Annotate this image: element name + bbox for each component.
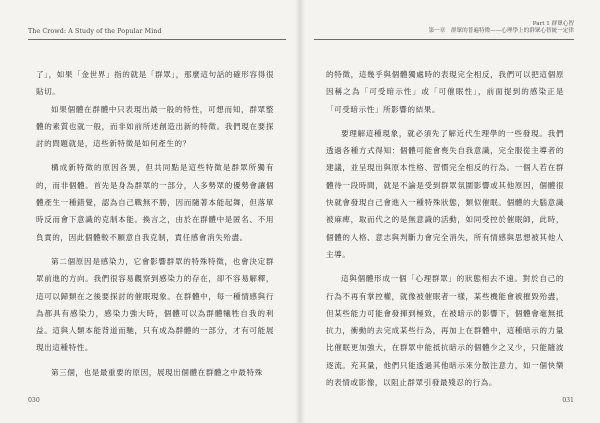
header-chapter-label: 第一章 群眾的普遍特徵——心理學上的群眾心智統一定律 [428,28,574,34]
paragraph: 如果個體在群體中只表現出最一般的特性，可想而知，群眾整體的素質也就一般，而非如前所述創造出新的特徵。我們現在要探討的問題就是，這些新特徵是如何產生的？ [36,104,274,149]
header-part-label: Part 1 群眾心智 [532,21,574,27]
paragraph: 第二個原因是感染力，它會影響群眾的特殊特徵，也會決定群眾前進的方向。我們很容易觀察到感染力的存在，卻不容易解釋，這可以歸類在之後要探討的催眠現象。在群體中，每一種情感與行為都具有感染力，感染力強大時，個體可以為群體犧牲自我的利益。這與人類本能背道而馳，只有成為群體的一部分，才有可能展現出這種特性。 [36,256,274,353]
paragraph: 第三個，也是最重要的原因，展現出個體在群體之中最特殊 [51,367,263,377]
paragraph: 這與個體形成一個「心理群眾」的狀態相去不遠。對於自己的行為不再有掌控權，就像被催眠者一樣，某些機能會被摧毀殆盡，但某些能力可能會發揮到極致，在被暗示的影響下，個體會毫無抵抗力，衝動的去完成某些行為，再加上在群體中，這種暗示的力量比催眠更加強大，在群眾中能抵抗暗示的個體少之又少，只能隨波逐流。充其量，他們只能透過其他暗示來分散注意力，如一個快樂的表情或影像，以阻止群眾引發最殘忍的行為。 [326,274,564,388]
header-rule-right [314,39,574,40]
paragraph: 構成新特徵的原因各異，但共同點是這些特徵是群眾所獨有的，而非個體。首先是身為群眾的一部分，人多勢眾的優勢會讓個體產生一種錯覺，認為自己戰無不勝，因而隨著本能起舞，但落單時反而會下意識的克制本能。換言之，由於在群體中是匿名、不用負責的，因此個體較不願意自我克制，責任感會消失殆盡。 [36,163,274,242]
running-header-left: The Crowd: A Study of the Popular Mind [28,28,162,35]
running-header-right [429,21,574,35]
right-page [300,0,600,423]
header-rule-left [28,39,286,40]
left-body-text [36,66,274,381]
book-gutter [295,0,305,423]
page-number-left: 030 [28,397,40,404]
right-body-text [326,66,564,391]
paragraph: 的特徵，這幾乎與個體獨處時的表現完全相反，我們可以把這個原因稱之為「可受暗示性」或「可催眠性」，前面提到的感染正是「可受暗示性」所影響的結果。 [326,70,564,114]
paragraph: 要理解這種現象，就必須先了解近代生理學的一些發現。我們透過各種方式得知：個體可能會喪失自我意識，完全服從主導者的建議，並呈現出與原本性格、習慣完全相反的行為。一個人若在群體待一段時間，就是不論是受到群眾氛圍影響或其他原因，個體很快就會發現自己會進入一種特殊狀態，類似催眠。個體的大腦意識被麻痺，取而代之的是無意識的活動，如同受控於催眠師，此時，個體的人格、意志與判斷力會完全消失，所有情感與思想被其他人主導。 [326,128,564,259]
page-number-right: 031 [562,397,574,404]
paragraph: 了」，如果「金世界」指的就是「群眾」，那麼這句話的確形容得很貼切。 [36,70,274,97]
